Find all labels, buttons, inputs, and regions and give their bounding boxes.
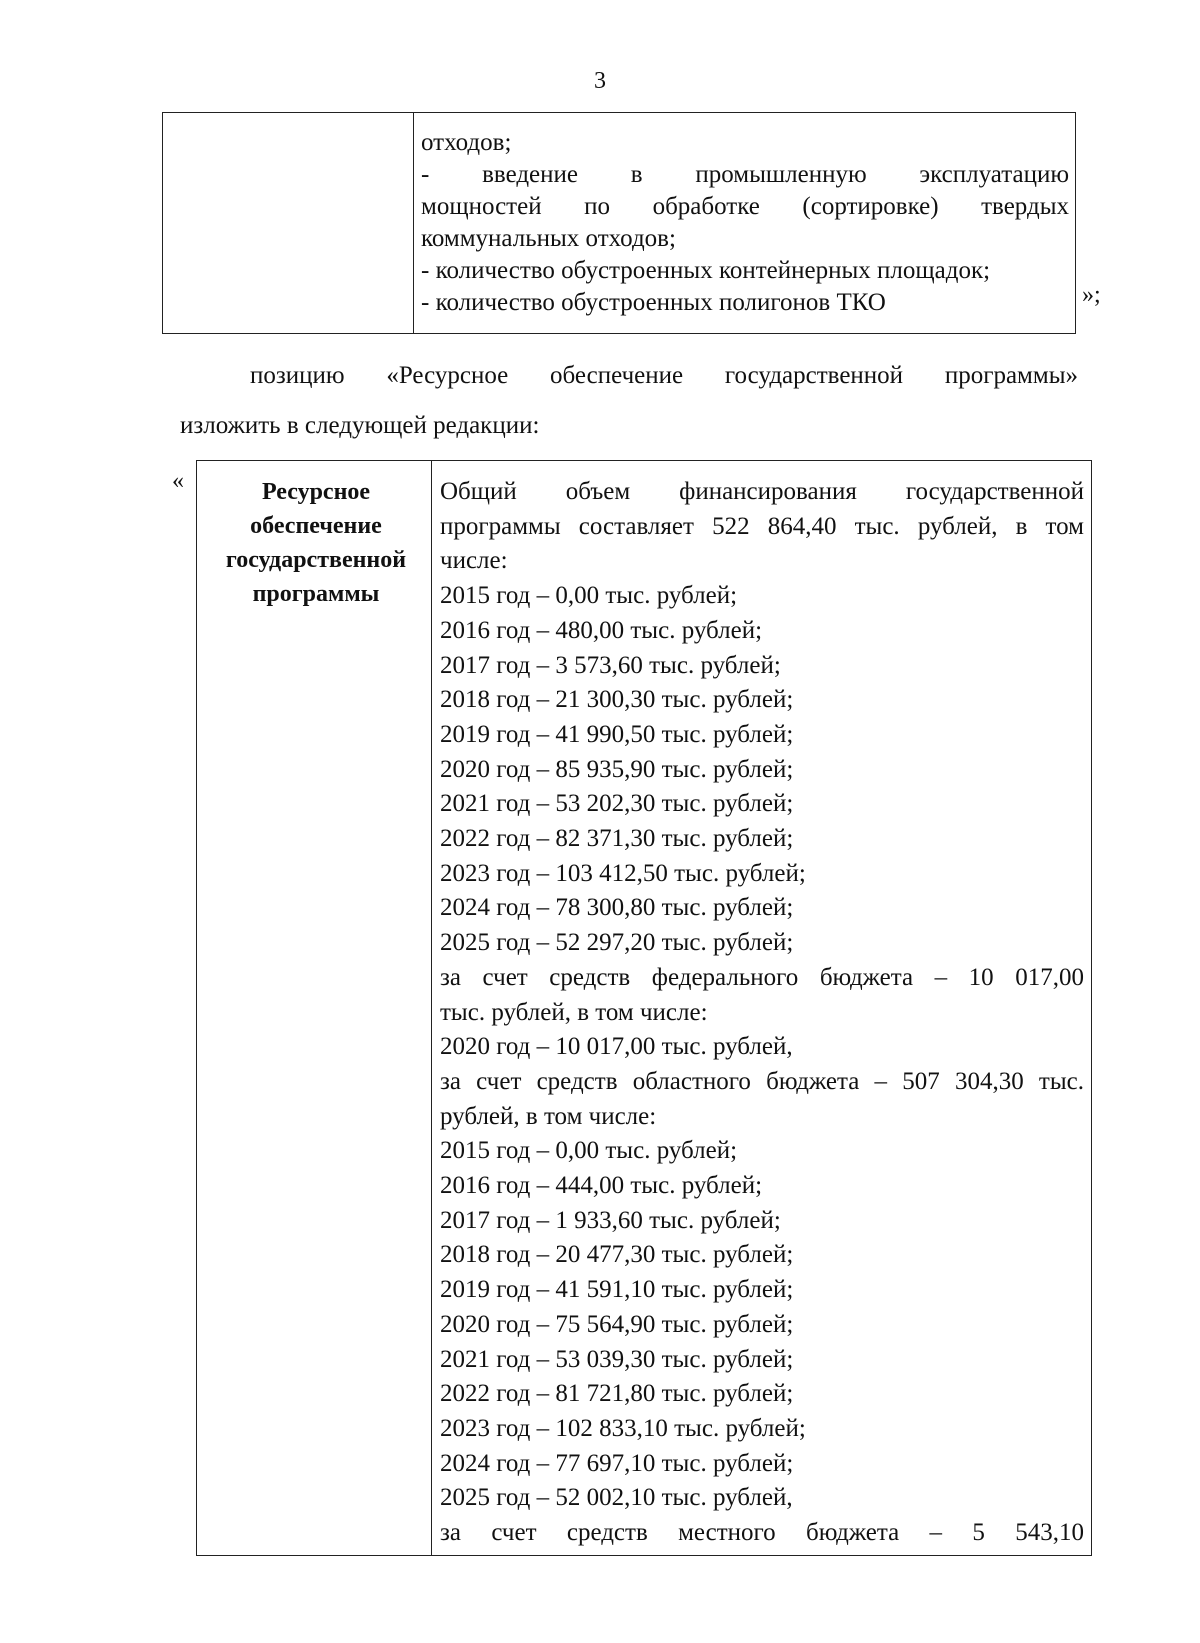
cell-line: 2018 год – 21 300,30 тыс. рублей; — [440, 686, 794, 714]
cell-line: 2021 год – 53 039,30 тыс. рублей; — [440, 1345, 794, 1373]
row-header-line: Ресурсное — [261, 479, 371, 505]
instruction-paragraph-line: изложить в следующей редакции: — [180, 412, 540, 439]
cell-line: 2024 год – 77 697,10 тыс. рублей; — [440, 1449, 794, 1477]
cell-line: за счет средств местного бюджета – 5 543,10 — [440, 1519, 1084, 1547]
cell-line: Общий объем финансирования государственной — [440, 478, 1084, 505]
cell-line: 2019 год – 41 591,10 тыс. рублей; — [440, 1276, 794, 1304]
closing-quote: »; — [1082, 282, 1101, 308]
indicators-cell — [421, 127, 1069, 319]
cell-line: 2019 год – 41 990,50 тыс. рублей; — [440, 720, 794, 748]
cell-line: 2016 год – 480,00 тыс. рублей; — [440, 616, 763, 644]
cell-line: рублей, в том числе: — [440, 1102, 657, 1130]
cell-line: за счет средств федерального бюджета – 10 017,00 — [440, 963, 1084, 991]
cell-line: числе: — [440, 547, 508, 575]
row-header-line: программы — [252, 581, 380, 607]
cell-line: 2018 год – 20 477,30 тыс. рублей; — [440, 1241, 794, 1269]
row-header-cell — [201, 475, 431, 611]
instruction-paragraph-line: позицию «Ресурсное обеспечение государственной программы» — [250, 362, 1078, 389]
cell-line: - количество обустроенных полигонов ТКО — [421, 289, 886, 316]
cell-line: 2016 год – 444,00 тыс. рублей; — [440, 1172, 763, 1200]
cell-line: отходов; — [421, 129, 512, 156]
cell-line: - количество обустроенных контейнерных площадок; — [421, 257, 991, 284]
cell-line: - введение в промышленную эксплуатацию — [421, 161, 1069, 188]
cell-line: программы составляет 522 864,40 тыс. рублей, в том — [440, 512, 1084, 540]
cell-line: 2017 год – 3 573,60 тыс. рублей; — [440, 651, 781, 679]
cell-line: 2015 год – 0,00 тыс. рублей; — [440, 582, 738, 610]
table-fragment-indicators — [162, 112, 1076, 334]
cell-line: 2021 год – 53 202,30 тыс. рублей; — [440, 790, 794, 818]
row-header-line: государственной — [225, 547, 407, 573]
page-number: 3 — [594, 68, 606, 94]
cell-line: 2020 год – 85 935,90 тыс. рублей; — [440, 755, 794, 783]
column-divider — [413, 113, 414, 333]
cell-line: 2024 год – 78 300,80 тыс. рублей; — [440, 894, 794, 922]
cell-line: коммунальных отходов; — [421, 225, 676, 252]
column-divider — [431, 461, 432, 1555]
cell-line: 2022 год – 82 371,30 тыс. рублей; — [440, 825, 794, 853]
opening-quote: « — [172, 468, 184, 494]
cell-line: 2022 год – 81 721,80 тыс. рублей; — [440, 1380, 794, 1408]
funding-details-cell — [440, 475, 1084, 1551]
cell-line: 2023 год – 103 412,50 тыс. рублей; — [440, 859, 806, 887]
cell-line: 2025 год – 52 297,20 тыс. рублей; — [440, 929, 794, 957]
cell-line: 2023 год – 102 833,10 тыс. рублей; — [440, 1414, 806, 1442]
cell-line: 2025 год – 52 002,10 тыс. рублей, — [440, 1484, 793, 1512]
cell-line: тыс. рублей, в том числе: — [440, 998, 708, 1026]
cell-line: мощностей по обработке (сортировке) твердых — [421, 193, 1069, 220]
cell-line: за счет средств областного бюджета – 507 304,30 тыс. — [440, 1067, 1084, 1095]
cell-line: 2017 год – 1 933,60 тыс. рублей; — [440, 1206, 781, 1234]
cell-line: 2015 год – 0,00 тыс. рублей; — [440, 1137, 738, 1165]
cell-line: 2020 год – 10 017,00 тыс. рублей, — [440, 1033, 793, 1061]
resource-provision-table — [196, 460, 1092, 1556]
cell-line: 2020 год – 75 564,90 тыс. рублей; — [440, 1310, 794, 1338]
row-header-line: обеспечение — [250, 513, 382, 539]
